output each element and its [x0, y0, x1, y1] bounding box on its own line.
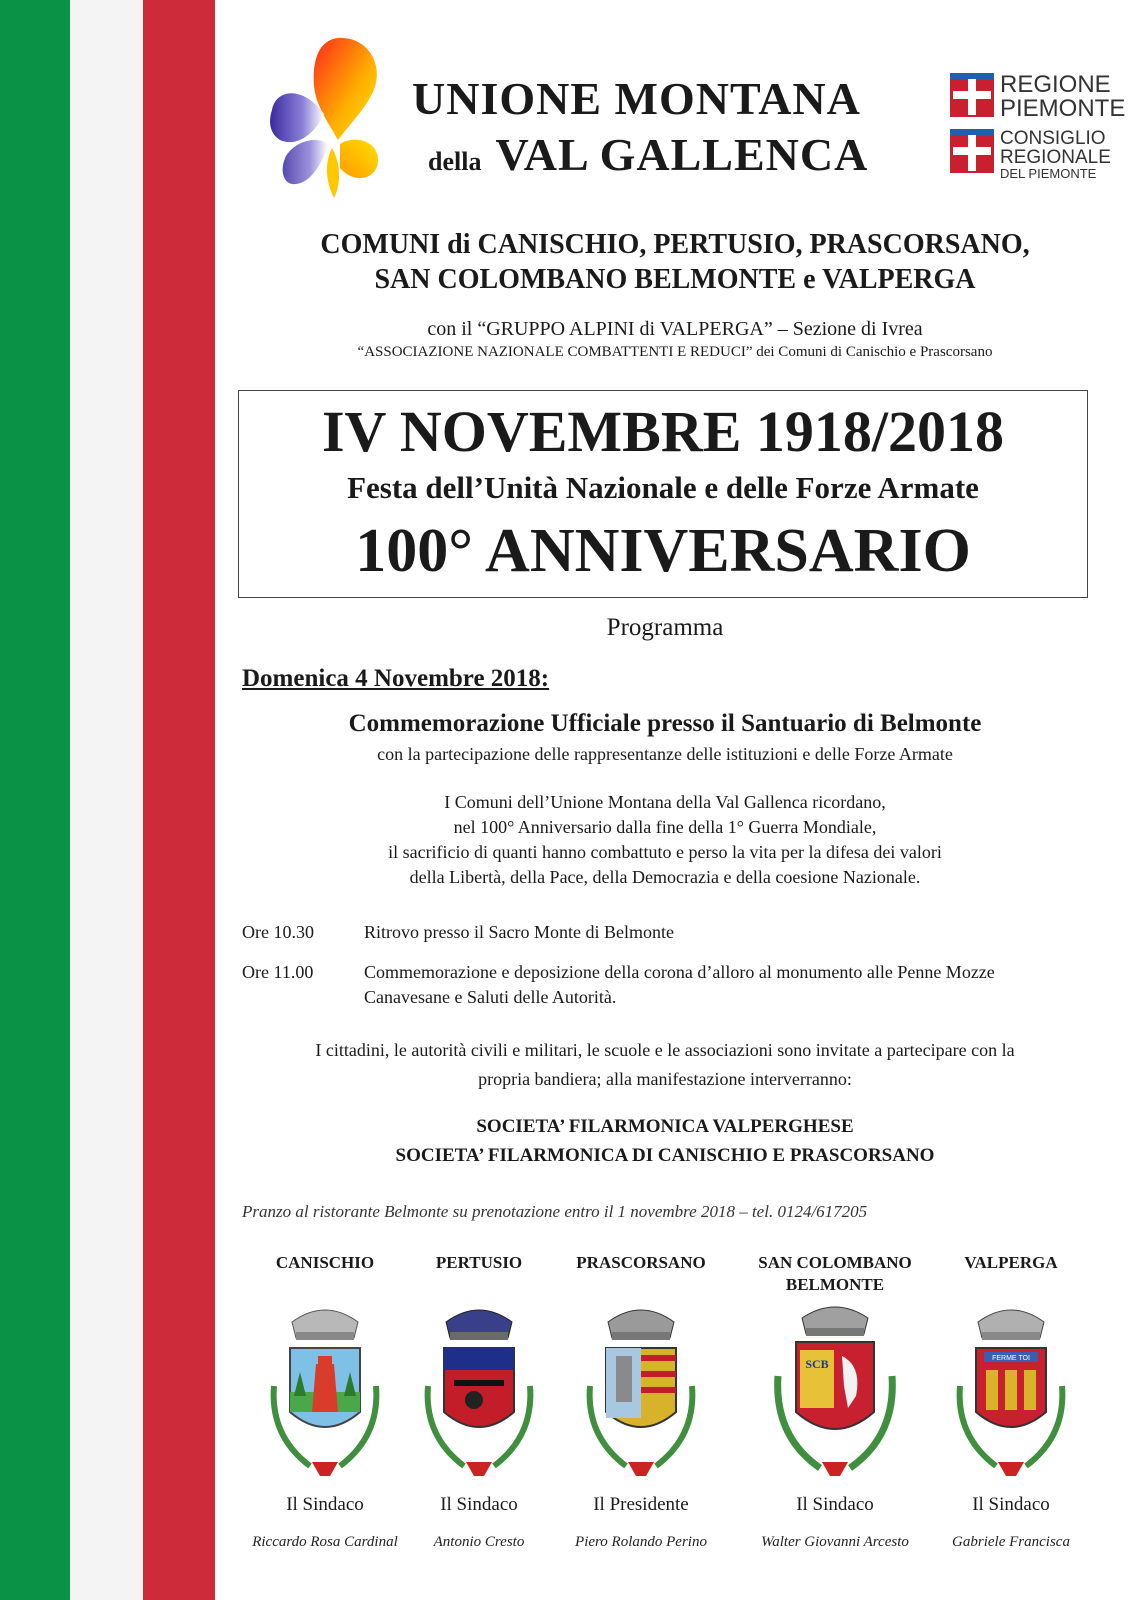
piemonte-label: PIEMONTE: [1000, 95, 1126, 122]
lunch-info: Pranzo al ristorante Belmonte su prenotazione entro il 1 novembre 2018 – tel. 0124/617205: [242, 1202, 868, 1221]
signatory-name: Gabriele Francisca: [952, 1534, 1070, 1550]
union-logo-icon: [268, 36, 386, 200]
del-piemonte-label: DEL PIEMONTE: [1000, 166, 1097, 181]
san-colombano-crest-icon: [770, 1296, 900, 1486]
town-name-line: CANISCHIO: [275, 1253, 375, 1272]
remembrance-line: I Comuni dell’Unione Montana della Val Gallenca ricordano,: [444, 792, 886, 812]
town-name-line: BELMONTE: [785, 1275, 885, 1294]
schedule-item: [242, 960, 1082, 1010]
scb-text: SCB: [805, 1357, 829, 1371]
schedule-time: Ore 10.30: [242, 922, 314, 942]
schedule-item: [242, 920, 1082, 945]
comuni-line-2: SAN COLOMBANO BELMONTE e VALPERGA: [374, 264, 976, 295]
signatory-role: Il Presidente: [593, 1494, 689, 1515]
flag-stripe-red: [143, 0, 215, 1600]
remembrance-line: della Libertà, della Pace, della Democrazia e della coesione Nazionale.: [409, 867, 921, 887]
signatory-role: Il Sindaco: [972, 1494, 1050, 1515]
prascorsano-crest-icon: [576, 1296, 706, 1486]
flag-stripe-white: [70, 0, 143, 1600]
union-subtitle-prefix: della: [428, 147, 482, 176]
signatory-name: Piero Rolando Perino: [575, 1534, 707, 1550]
program-label: Programma: [606, 614, 724, 641]
union-subtitle: [428, 128, 908, 181]
consiglio-regionale-logo: [950, 129, 1120, 180]
band-name: SOCIETA’ FILARMONICA DI CANISCHIO E PRASCORSANO: [395, 1145, 935, 1166]
invitation-text: [240, 1036, 1090, 1094]
schedule-time: Ore 11.00: [242, 962, 314, 982]
signatory-name: Antonio Cresto: [433, 1534, 525, 1550]
invitation-line: propria bandiera; alla manifestazione interverranno:: [478, 1069, 852, 1089]
piemonte-flag-icon: [950, 73, 994, 117]
consiglio-flag-icon: [950, 129, 994, 173]
band-name: SOCIETA’ FILARMONICA VALPERGHESE: [476, 1116, 854, 1137]
signatory-role: Il Sindaco: [440, 1494, 518, 1515]
ferme-toi-text: FERME TOI: [992, 1355, 1030, 1362]
consiglio-label: CONSIGLIO: [1000, 128, 1106, 149]
banner-anniversary: 100° ANNIVERSARIO: [355, 517, 971, 585]
signatory-san-colombano-belmonte: [740, 1252, 930, 1551]
signatory-role: Il Sindaco: [286, 1494, 364, 1515]
comuni-line-1: COMUNI di CANISCHIO, PERTUSIO, PRASCORSANO,: [320, 229, 1030, 260]
signatory-role: Il Sindaco: [796, 1494, 874, 1515]
town-name-line: SAN COLOMBANO: [758, 1253, 912, 1272]
signatory-prascorsano: [546, 1252, 736, 1551]
comuni-heading: [240, 227, 1110, 297]
town-name-line: VALPERGA: [964, 1253, 1058, 1272]
invitation-line: I cittadini, le autorità civili e militari, le scuole e le associazioni sono invitate a partecipare con la: [315, 1040, 1015, 1060]
schedule-desc: Ritrovo presso il Sacro Monte di Belmonte: [364, 922, 674, 942]
region-logos: [950, 71, 1126, 188]
banner-heading: IV NOVEMBRE 1918/2018: [321, 399, 1005, 464]
regione-label: REGIONE: [1000, 71, 1111, 98]
remembrance-line: il sacrificio di quanti hanno combattuto e perso la vita per la difesa dei valori: [388, 842, 942, 862]
banner-subheading: Festa dell’Unità Nazionale e delle Forze Armate: [347, 470, 979, 505]
town-name-line: PRASCORSANO: [576, 1253, 706, 1272]
town-name-line: PERTUSIO: [435, 1253, 523, 1272]
town-name: [740, 1252, 930, 1296]
regione-piemonte-logo: [950, 71, 1126, 122]
signatory-valperga: [916, 1252, 1106, 1551]
town-name: [916, 1252, 1106, 1296]
event-title: Commemorazione Ufficiale presso il Santuario di Belmonte: [348, 710, 982, 737]
union-subtitle-main: VAL GALLENCA: [495, 129, 869, 180]
partner-line-2: “ASSOCIAZIONE NAZIONALE COMBATTENTI E REDUCI” dei Comuni di Canischio e Prascorsano: [357, 344, 993, 360]
town-name: [546, 1252, 736, 1296]
remembrance-text: [240, 790, 1090, 890]
flag-stripe-green: [0, 0, 70, 1600]
program-date: Domenica 4 Novembre 2018:: [242, 665, 550, 692]
remembrance-line: nel 100° Anniversario dalla fine della 1° Guerra Mondiale,: [453, 817, 877, 837]
valperga-crest-icon: [946, 1296, 1076, 1486]
union-title: UNIONE MONTANA: [412, 73, 861, 124]
event-subtitle: con la partecipazione delle rappresentanze delle istituzioni e delle Forze Armate: [377, 744, 953, 764]
signatory-name: Walter Giovanni Arcesto: [761, 1534, 909, 1550]
schedule-desc: Commemorazione e deposizione della corona d’alloro al monumento alle Penne Mozze Canavesane e Saluti delle Autorità.: [364, 962, 995, 1007]
pertusio-crest-icon: [414, 1296, 544, 1486]
bands-list: [240, 1112, 1090, 1170]
canischio-crest-icon: [260, 1296, 390, 1486]
partner-line-1: con il “GRUPPO ALPINI di VALPERGA” – Sezione di Ivrea: [427, 318, 923, 340]
regionale-label: REGIONALE: [1000, 147, 1111, 168]
signatory-name: Riccardo Rosa Cardinal: [252, 1534, 398, 1550]
